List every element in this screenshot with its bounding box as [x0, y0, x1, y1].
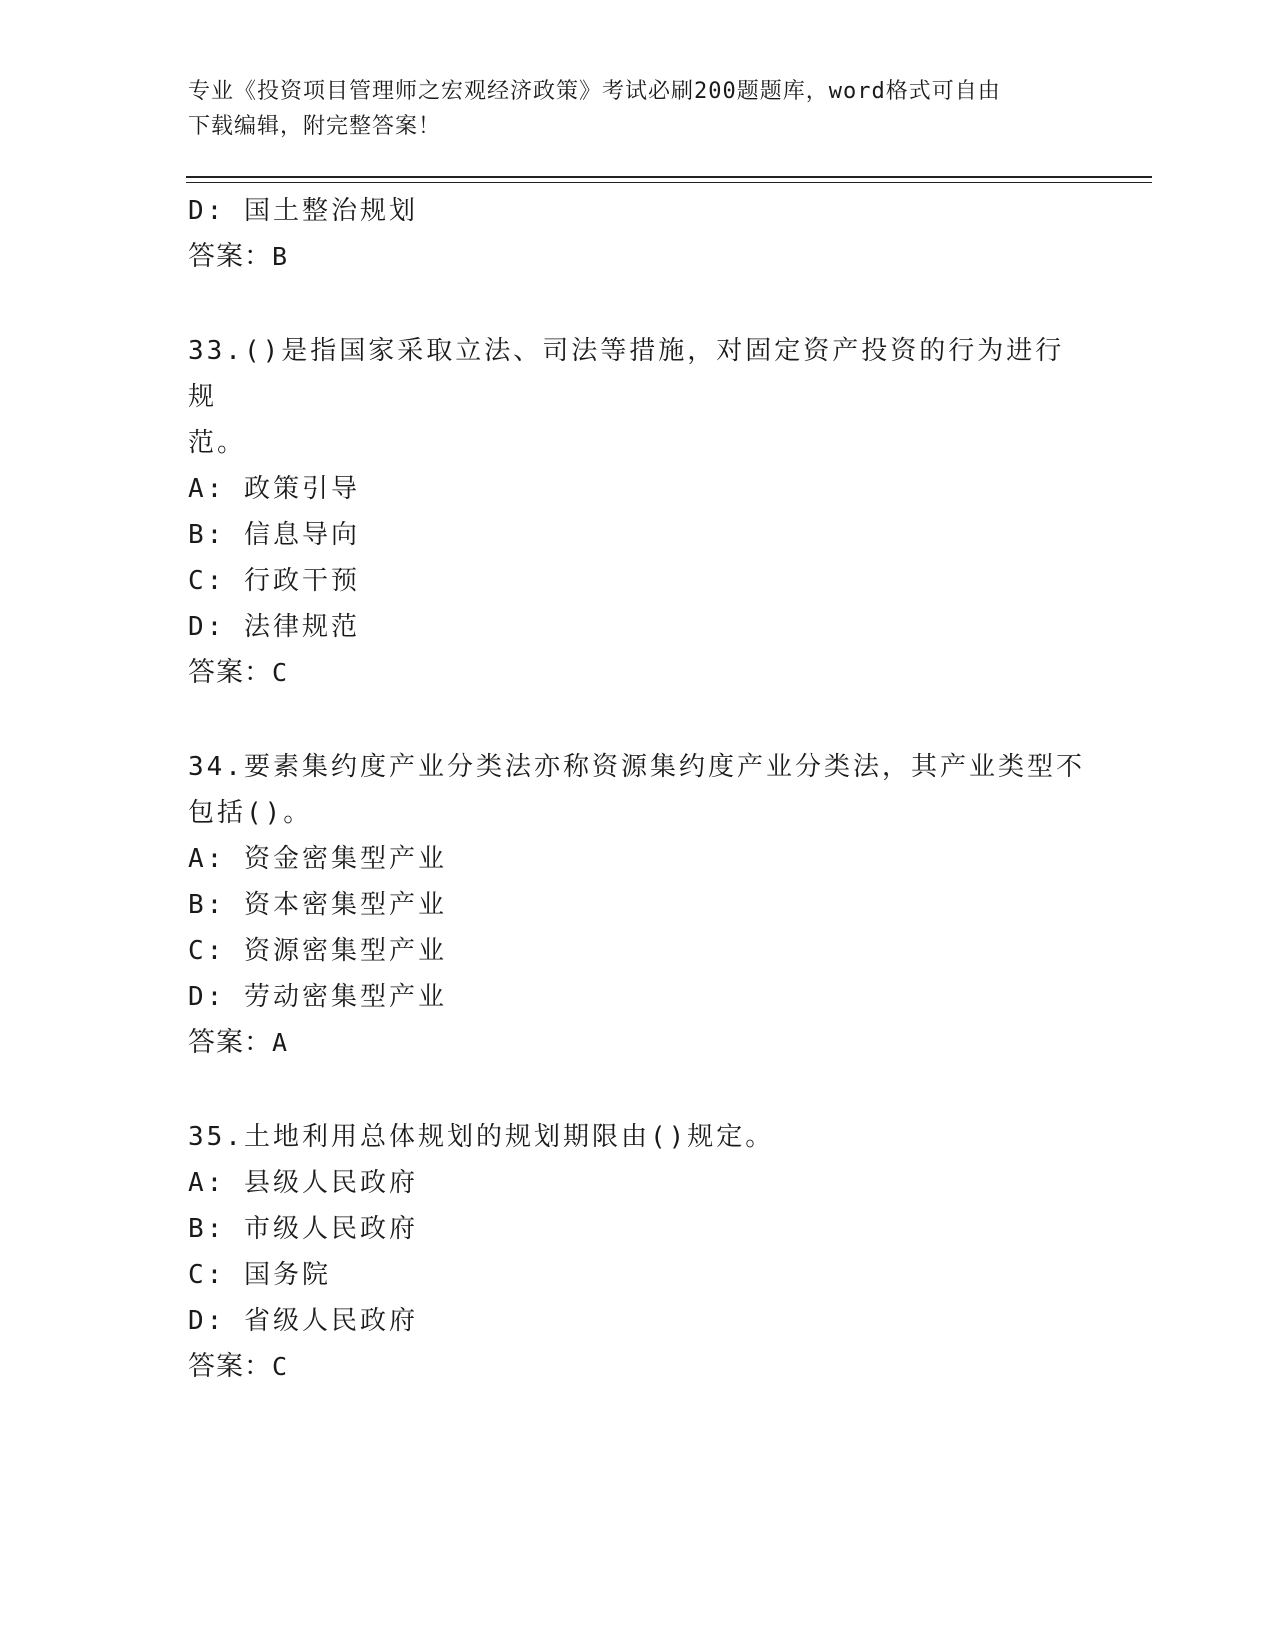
answer-line	[188, 650, 1088, 696]
answer-label: 答案：	[188, 1351, 272, 1382]
answer-label: 答案：	[188, 241, 272, 272]
answer-value: A	[272, 1028, 289, 1057]
question-stem-line-2: 包括()。	[188, 798, 313, 828]
answer-label: 答案：	[188, 657, 272, 688]
option-d: D: 法律规范	[188, 612, 360, 642]
answer-value: C	[272, 658, 289, 687]
question-list	[188, 188, 1088, 1390]
answer-value: B	[272, 242, 289, 271]
previous-question-tail	[188, 188, 1088, 280]
question-stem-line-2: 范。	[188, 428, 247, 458]
option-c: C: 国务院	[188, 1260, 331, 1290]
question-stem-line-1: 33.()是指国家采取立法、司法等措施，对固定资产投资的行为进行规	[188, 336, 1065, 412]
option-c: C: 资源密集型产业	[188, 936, 447, 966]
answer-line	[188, 234, 1088, 280]
option-a: A: 政策引导	[188, 474, 360, 504]
option-a: A: 资金密集型产业	[188, 844, 447, 874]
header-line-1: 专业《投资项目管理师之宏观经济政策》考试必刷200题题库，word格式可自由	[188, 79, 1001, 104]
header-divider-thin	[186, 182, 1152, 183]
question-stem	[188, 1114, 1088, 1160]
option-a: A: 县级人民政府	[188, 1168, 418, 1198]
question-35	[188, 1114, 1088, 1390]
document-header	[188, 74, 1088, 144]
question-33	[188, 328, 1088, 696]
question-34	[188, 744, 1088, 1066]
option-d: D: 国土整治规划	[188, 196, 418, 226]
answer-line	[188, 1020, 1088, 1066]
option-b: B: 市级人民政府	[188, 1214, 418, 1244]
header-line-2: 下载编辑，附完整答案！	[188, 114, 442, 139]
question-stem-line-1: 35.土地利用总体规划的规划期限由()规定。	[188, 1122, 775, 1152]
header-divider-thick	[186, 176, 1152, 178]
option-d: D: 省级人民政府	[188, 1306, 418, 1336]
answer-label: 答案：	[188, 1027, 272, 1058]
option-c: C: 行政干预	[188, 566, 360, 596]
question-stem	[188, 328, 1088, 466]
option-d: D: 劳动密集型产业	[188, 982, 447, 1012]
question-stem-line-1: 34.要素集约度产业分类法亦称资源集约度产业分类法，其产业类型不	[188, 752, 1085, 782]
answer-value: C	[272, 1352, 289, 1381]
option-b: B: 信息导向	[188, 520, 360, 550]
answer-line	[188, 1344, 1088, 1390]
question-stem	[188, 744, 1088, 836]
option-b: B: 资本密集型产业	[188, 890, 447, 920]
